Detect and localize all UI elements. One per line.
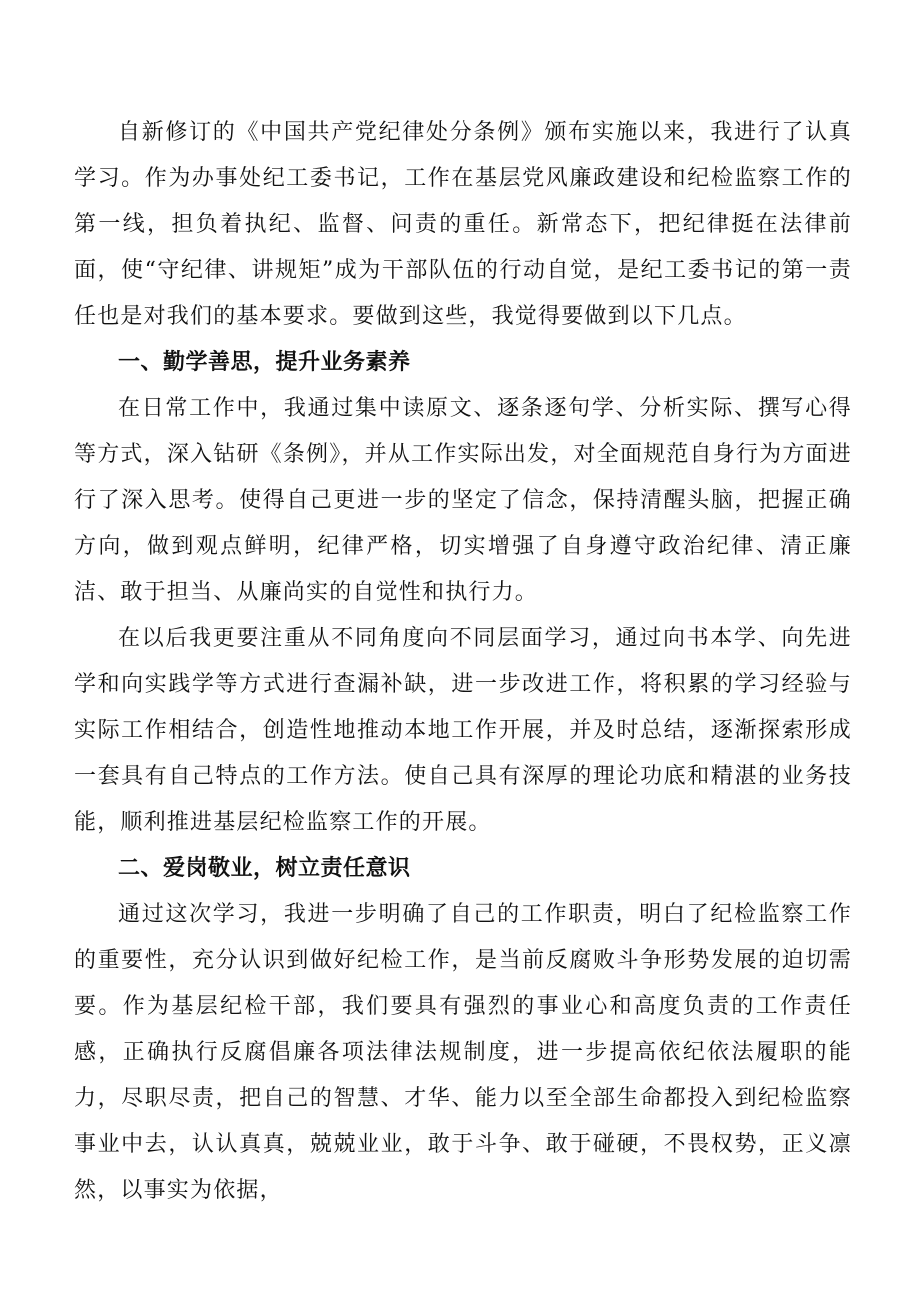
intro-paragraph: 自新修订的《中国共产党纪律处分条例》颁布实施以来，我进行了认真学习。作为办事处纪工委书记，工作在基层党风廉政建设和纪检监察工作的第一线，担负着执纪、监督、问责的重任。新常态下，把纪律挺在法律前面，使“守纪律、讲规矩”成为干部队伍的行动自觉，是纪工委书记的第一责任也是对我们的基本要求。要做到这些，我觉得要做到以下几点。 xyxy=(74,120,852,329)
section-1-paragraph-2: 在以后我更要注重从不同角度向不同层面学习，通过向书本学、向先进学和向实践学等方式进行查漏补缺，进一步改进工作，将积累的学习经验与实际工作相结合，创造性地推动本地工作开展，并及时总结，逐渐探索形成一套具有自己特点的工作方法。使自己具有深厚的理论功底和精湛的业务技能，顺利推进基层纪检监察工作的开展。 xyxy=(74,626,852,835)
section-heading-2: 二、爱岗敬业，树立责任意识 xyxy=(118,856,411,881)
section-1-paragraph-1: 在日常工作中，我通过集中读原文、逐条逐句学、分析实际、撰写心得等方式，深入钻研《条例》，并从工作实际出发，对全面规范自身行为方面进行了深入思考。使得自己更进一步的坚定了信念，保持清醒头脑，把握正确方向，做到观点鲜明，纪律严格，切实增强了自身遵守政治纪律、清正廉洁、敢于担当、从廉尚实的自觉性和执行力。 xyxy=(74,396,852,605)
section-2-paragraph-1: 通过这次学习，我进一步明确了自己的工作职责，明白了纪检监察工作的重要性，充分认识到做好纪检工作，是当前反腐败斗争形势发展的迫切需要。作为基层纪检干部，我们要具有强烈的事业心和高度负责的工作责任感，正确执行反腐倡廉各项法律法规制度，进一步提高依纪依法履职的能力，尽职尽责，把自己的智慧、才华、能力以至全部生命都投入到纪检监察事业中去，认认真真，兢兢业业，敢于斗争、敢于碰硬，不畏权势，正义凛然，以事实为依据， xyxy=(74,902,852,1203)
section-heading-1: 一、勤学善思，提升业务素养 xyxy=(118,350,411,375)
document-body xyxy=(74,110,852,1214)
